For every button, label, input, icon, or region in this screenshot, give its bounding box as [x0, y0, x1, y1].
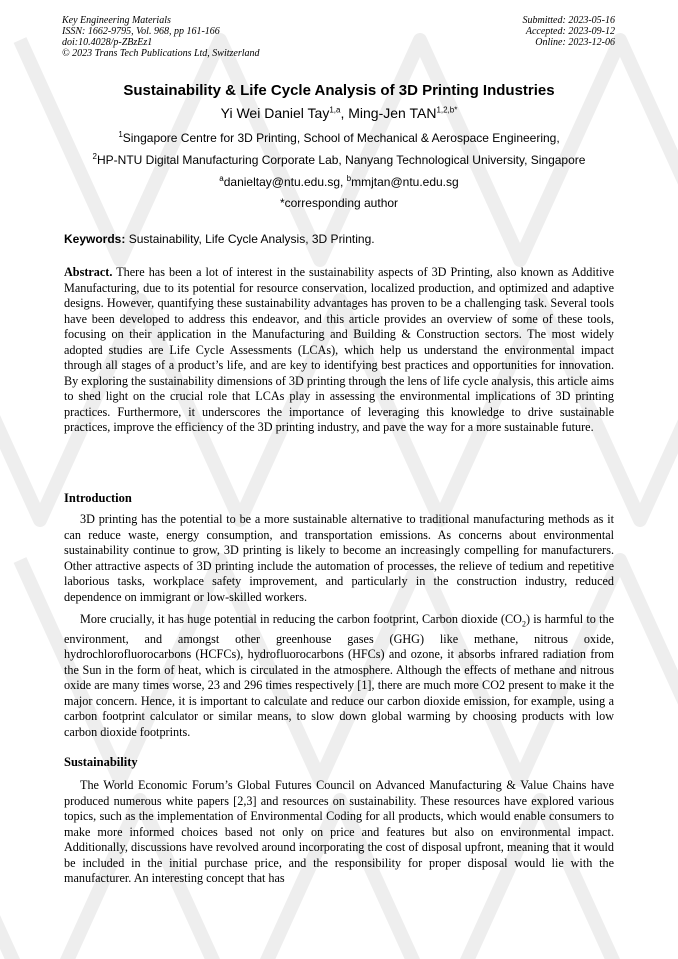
keywords-text: Sustainability, Life Cycle Analysis, 3D Printing.	[125, 232, 375, 246]
online-date: Online: 2023-12-06	[535, 37, 615, 48]
intro-paragraph-2	[64, 612, 614, 740]
sustainability-heading: Sustainability	[64, 755, 138, 769]
affiliation-1-marker: 1	[118, 130, 123, 139]
corresponding-author-note: *corresponding author	[279, 196, 399, 210]
intro-p2-part-b: ) is harmful to the environment, and amongst other greenhouse gases (GHG) like methane, nitrous oxide, hydrochlorofluorocarbons (HCFCs), hydrofluorocarbons (HFCs) and ozone, it absorbs infrared radiation from the Sun in the form of heat, which is circulated in the atmosphere. Although the effects of methane and nitrous oxide are many times worse, 23 and 296 times respectively [1], there are much more CO2 present to make it the major concern. Hence, it is important to calculate and reduce our carbon dioxide emission, for example, using a carbon footprint calculator or similar means, to slow down global warming by choosing products with low carbon dioxide footprints.	[64, 612, 614, 739]
co2-subscript: 2	[521, 619, 526, 629]
abstract-label: Abstract.	[64, 265, 113, 279]
publication-dates	[523, 15, 616, 48]
intro-p2-part-a: More crucially, it has huge potential in reducing the carbon footprint, Carbon dioxide (CO	[80, 612, 522, 626]
accepted-date: Accepted: 2023-09-12	[525, 26, 615, 37]
affiliation-2-text: HP-NTU Digital Manufacturing Corporate Lab, Nanyang Technological University, Singapore	[96, 153, 586, 167]
paper-title: Sustainability & Life Cycle Analysis of 3D Printing Industries	[123, 82, 555, 99]
author-1-affiliation-marker: 1,a	[329, 105, 341, 115]
submitted-date: Submitted: 2023-05-16	[522, 15, 615, 26]
affiliation-2	[0, 152, 678, 167]
email-a: danieltay@ntu.edu.sg,	[223, 175, 347, 189]
journal-info	[62, 15, 260, 59]
author-2: Ming-Jen TAN	[348, 105, 437, 121]
intro-paragraph-1: 3D printing has the potential to be a more sustainable alternative to traditional manufacturing methods as it can reduce waste, energy consumption, and transportation emissions. As concerns about environmental sustainability continue to grow, 3D printing is likely to become an increasingly compelling for manufacturers. Other attractive aspects of 3D printing include the automation of processes, the relieve of tedium and repetitive laborious tasks, workplace safety improvement, and particularly in the construction industry, reduced dependence on immigrant or low-skilled workers.	[64, 512, 614, 604]
author-separator: ,	[340, 105, 349, 121]
journal-name: Key Engineering Materials	[62, 15, 171, 26]
email-b-marker: b	[346, 174, 352, 183]
email-a-marker: a	[219, 174, 224, 183]
author-2-affiliation-marker: 1,2,b*	[436, 105, 458, 115]
abstract	[64, 265, 614, 436]
author-line	[0, 105, 678, 121]
keywords	[64, 232, 375, 246]
doi-line: doi:10.4028/p-ZBzEz1	[62, 37, 153, 48]
affiliation-1	[0, 130, 678, 145]
abstract-text: There has been a lot of interest in the sustainability aspects of 3D Printing, also known as Additive Manufacturing, due to its potential for resource conservation, localized production, and optimized and adaptive designs. However, quantifying these sustainability advantages has proven to be a challenging task. Several tools have been developed to address this endeavor, and this article provides an overview of some of these tools, focusing on their application in the Manufacturing and Building & Construction sectors. The most widely adopted studies are Life Cycle Assessments (LCAs), which help us understand the environmental impact through all stages of a product’s life, and are key to identifying best practices and opportunities for innovation. By exploring the sustainability dimensions of 3D printing through the lens of life cycle analysis, this article aims to shed light on the crucial role that LCAs play in assessing the environmental implications of 3D printing practices. Furthermore, it underscores the importance of leveraging this knowledge to drive sustainable practices, improve the efficiency of the 3D printing industry, and pave the way for a more sustainable future.	[64, 265, 614, 434]
author-emails	[0, 174, 678, 189]
email-b: mmjtan@ntu.edu.sg	[351, 175, 459, 189]
issn-line: ISSN: 1662-9795, Vol. 968, pp 161-166	[62, 26, 220, 37]
copyright-line: © 2023 Trans Tech Publications Ltd, Switzerland	[62, 48, 260, 59]
affiliation-2-marker: 2	[92, 152, 97, 161]
sustainability-paragraph-1: The World Economic Forum’s Global Futures Council on Advanced Manufacturing & Value Chains have produced numerous white papers [2,3] and resources on sustainability. These resources have explored various topics, such as the implementation of Environmental Coding for all products, which would enable consumers to make more informed choices based not only on price and features but also on environmental impact. Additionally, discussions have revolved around incorporating the cost of disposal upfront, meaning that it would be included in the initial purchase price, and the responsibility for proper disposal would lie with the manufacturer. An interesting concept that has	[64, 778, 614, 885]
author-1: Yi Wei Daniel Tay	[220, 105, 330, 121]
introduction-heading: Introduction	[64, 491, 132, 505]
affiliation-1-text: Singapore Centre for 3D Printing, School of Mechanical & Aerospace Engineering,	[122, 131, 560, 145]
keywords-label: Keywords:	[64, 232, 126, 246]
